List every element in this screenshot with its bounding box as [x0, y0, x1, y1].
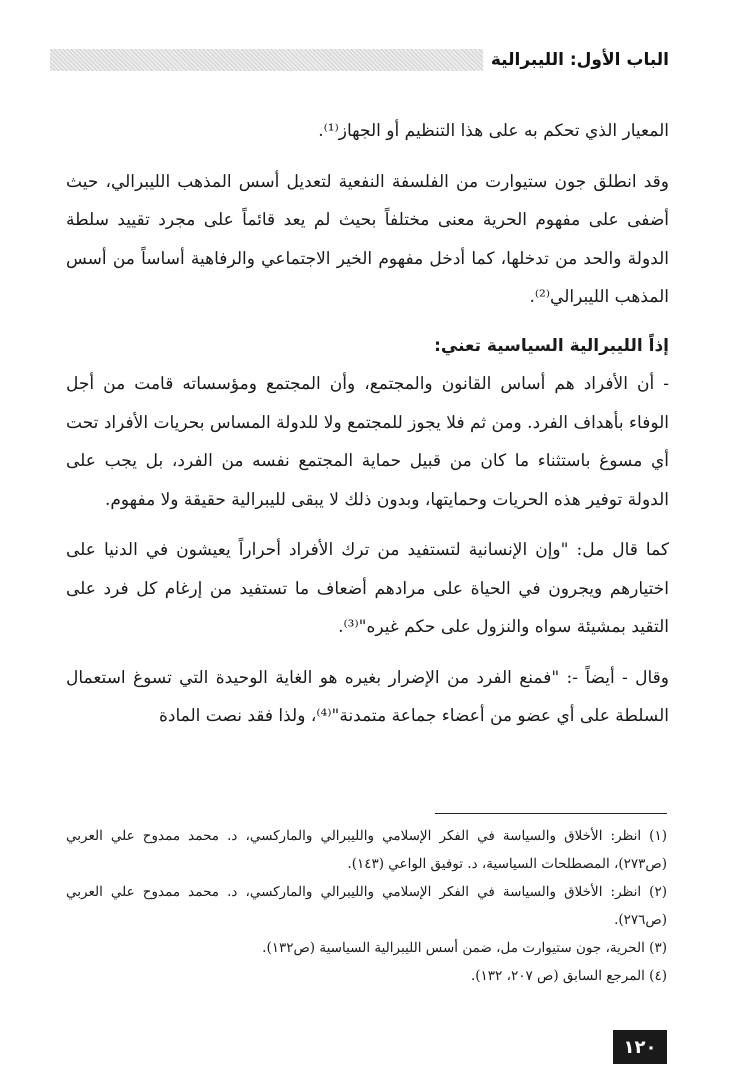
main-text: [66, 112, 669, 736]
running-header: [50, 44, 669, 76]
quote-paragraph: كما قال مل: "وإن الإنسانية لتستفيد من ترك الأفراد أحراراً يعيشون في الدنيا على اختيارهم ويجرون في الحياة على مرادهم أضعاف ما تستفيد من إرغام كل فرد على التقيد بمشيئة سواه والنزول على حكم غيره"⁽³⁾.: [66, 540, 669, 637]
footnote: (٤) المرجع السابق (ص ٢٠٧، ١٣٢).: [470, 968, 667, 984]
header-decorative-band: [50, 49, 483, 71]
paragraph: وقد انطلق جون ستيوارت من الفلسفة النفعية لتعديل أسس المذهب الليبرالي، حيث أضفى على مفهوم الحرية معنى مختلفاً بحيث لم يعد قائماً على مجرد تقييد سلطة الدولة والحد من تدخلها، كما أدخل مفهوم الخير الاجتماعي والرفاهية أساساً من أسس المذهب الليبرالي⁽²⁾.: [66, 171, 669, 307]
footnotes: [66, 822, 667, 990]
quote-paragraph: وقال - أيضاً -: "فمنع الفرد من الإضرار بغيره هو الغاية الوحيدة التي تسوغ استعمال السلطة على أي عضو من أعضاء جماعة متمدنة"⁽⁴⁾، ولذا فقد نصت المادة: [66, 667, 669, 726]
page-number: ١٢٠: [613, 1030, 667, 1064]
chapter-title: الباب الأول: الليبرالية: [490, 50, 669, 70]
footnote: (٣) الحرية، جون ستيوارت مل، ضمن أسس الليبرالية السياسية (ص١٣٢).: [262, 940, 667, 956]
footnote: (١) انظر: الأخلاق والسياسة في الفكر الإسلامي والليبرالي والماركسي، د. محمد ممدوح علي العربي (ص٢٧٣)، المصطلحات السياسية، د. توفيق الواعي (١٤٣).: [66, 828, 667, 872]
section-heading: إذاً الليبرالية السياسية تعني:: [434, 335, 669, 356]
footnote: (٢) انظر: الأخلاق والسياسة في الفكر الإسلامي والليبرالي والماركسي، د. محمد ممدوح علي العربي (ص٢٧٦).: [66, 884, 667, 928]
paragraph: - أن الأفراد هم أساس القانون والمجتمع، وأن المجتمع ومؤسساته قامت من أجل الوفاء بأهداف الفرد. ومن ثم فلا يجوز للمجتمع ولا للدولة المساس بحريات الأفراد تحت أي مسوغ باستثناء ما كان من قبيل حماية المجتمع نفسه من الفرد، بل يجب على الدولة توفير هذه الحريات وحمايتها، وبدون ذلك لا يبقى لليبرالية حقيقة ولا مفهوم.: [66, 374, 669, 510]
footnote-separator: [435, 813, 667, 814]
paragraph: المعيار الذي تحكم به على هذا التنظيم أو الجهاز⁽¹⁾.: [318, 121, 669, 141]
